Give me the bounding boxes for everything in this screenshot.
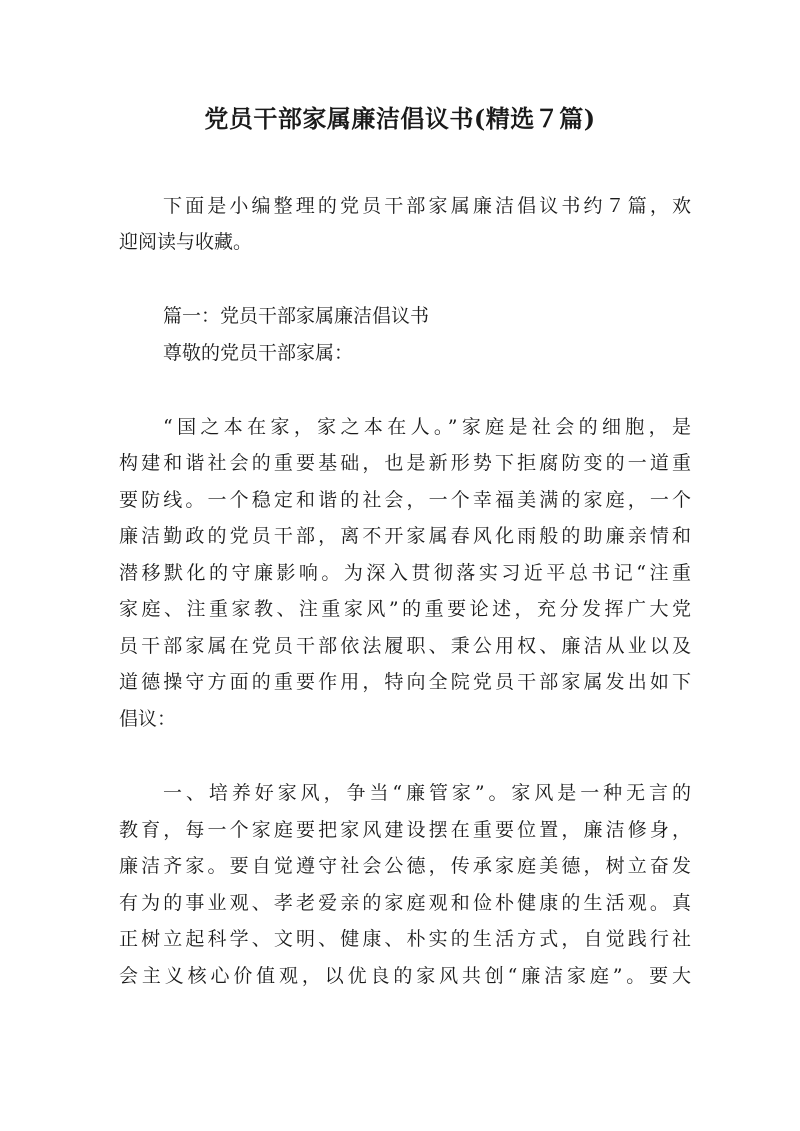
- paragraph1-line: 要防线。一个稳定和谐的社会，一个幸福美满的家庭，一个: [119, 489, 691, 511]
- paragraph1-line: 道德操守方面的重要作用，特向全院党员干部家属发出如下: [119, 671, 691, 693]
- document-title: 党员干部家属廉洁倡议书(精选７篇): [204, 104, 596, 133]
- paragraph2-line: 会主义核心价值观，以优良的家风共创“廉洁家庭”。要大: [119, 965, 691, 987]
- paragraph1-line: 潜移默化的守廉影响。为深入贯彻落实习近平总书记“注重: [119, 562, 691, 584]
- paragraph2-line: 正树立起科学、文明、健康、朴实的生活方式，自觉践行社: [119, 928, 691, 950]
- intro-line-1: 下面是小编整理的党员干部家属廉洁倡议书约７篇，欢: [163, 195, 691, 217]
- paragraph1-line: 廉洁勤政的党员干部，离不开家属春风化雨般的助廉亲情和: [119, 525, 691, 547]
- paragraph1-line: 构建和谐社会的重要基础，也是新形势下拒腐防变的一道重: [119, 452, 691, 474]
- paragraph2-line: 廉洁齐家。要自觉遵守社会公德，传承家庭美德，树立奋发: [119, 855, 691, 877]
- paragraph1-line: 员干部家属在党员干部依法履职、秉公用权、廉洁从业以及: [119, 635, 691, 657]
- paragraph1-line: 家庭、注重家教、注重家风”的重要论述，充分发挥广大党: [119, 598, 691, 620]
- paragraph2-line: 有为的事业观、孝老爱亲的家庭观和俭朴健康的生活观。真: [119, 892, 691, 914]
- paragraph1-line: 倡议：: [119, 708, 177, 730]
- paragraph2-line: 教育，每一个家庭要把家风建设摆在重要位置，廉洁修身，: [119, 819, 691, 841]
- section-heading: 篇一：党员干部家属廉洁倡议书: [163, 305, 430, 327]
- paragraph2-line: 一、培养好家风，争当“廉管家”。家风是一种无言的: [163, 782, 691, 804]
- salutation: 尊敬的党员干部家属：: [163, 342, 354, 364]
- paragraph1-line: “国之本在家，家之本在人。”家庭是社会的细胞，是: [163, 416, 691, 438]
- intro-line-2: 迎阅读与收藏。: [119, 231, 253, 253]
